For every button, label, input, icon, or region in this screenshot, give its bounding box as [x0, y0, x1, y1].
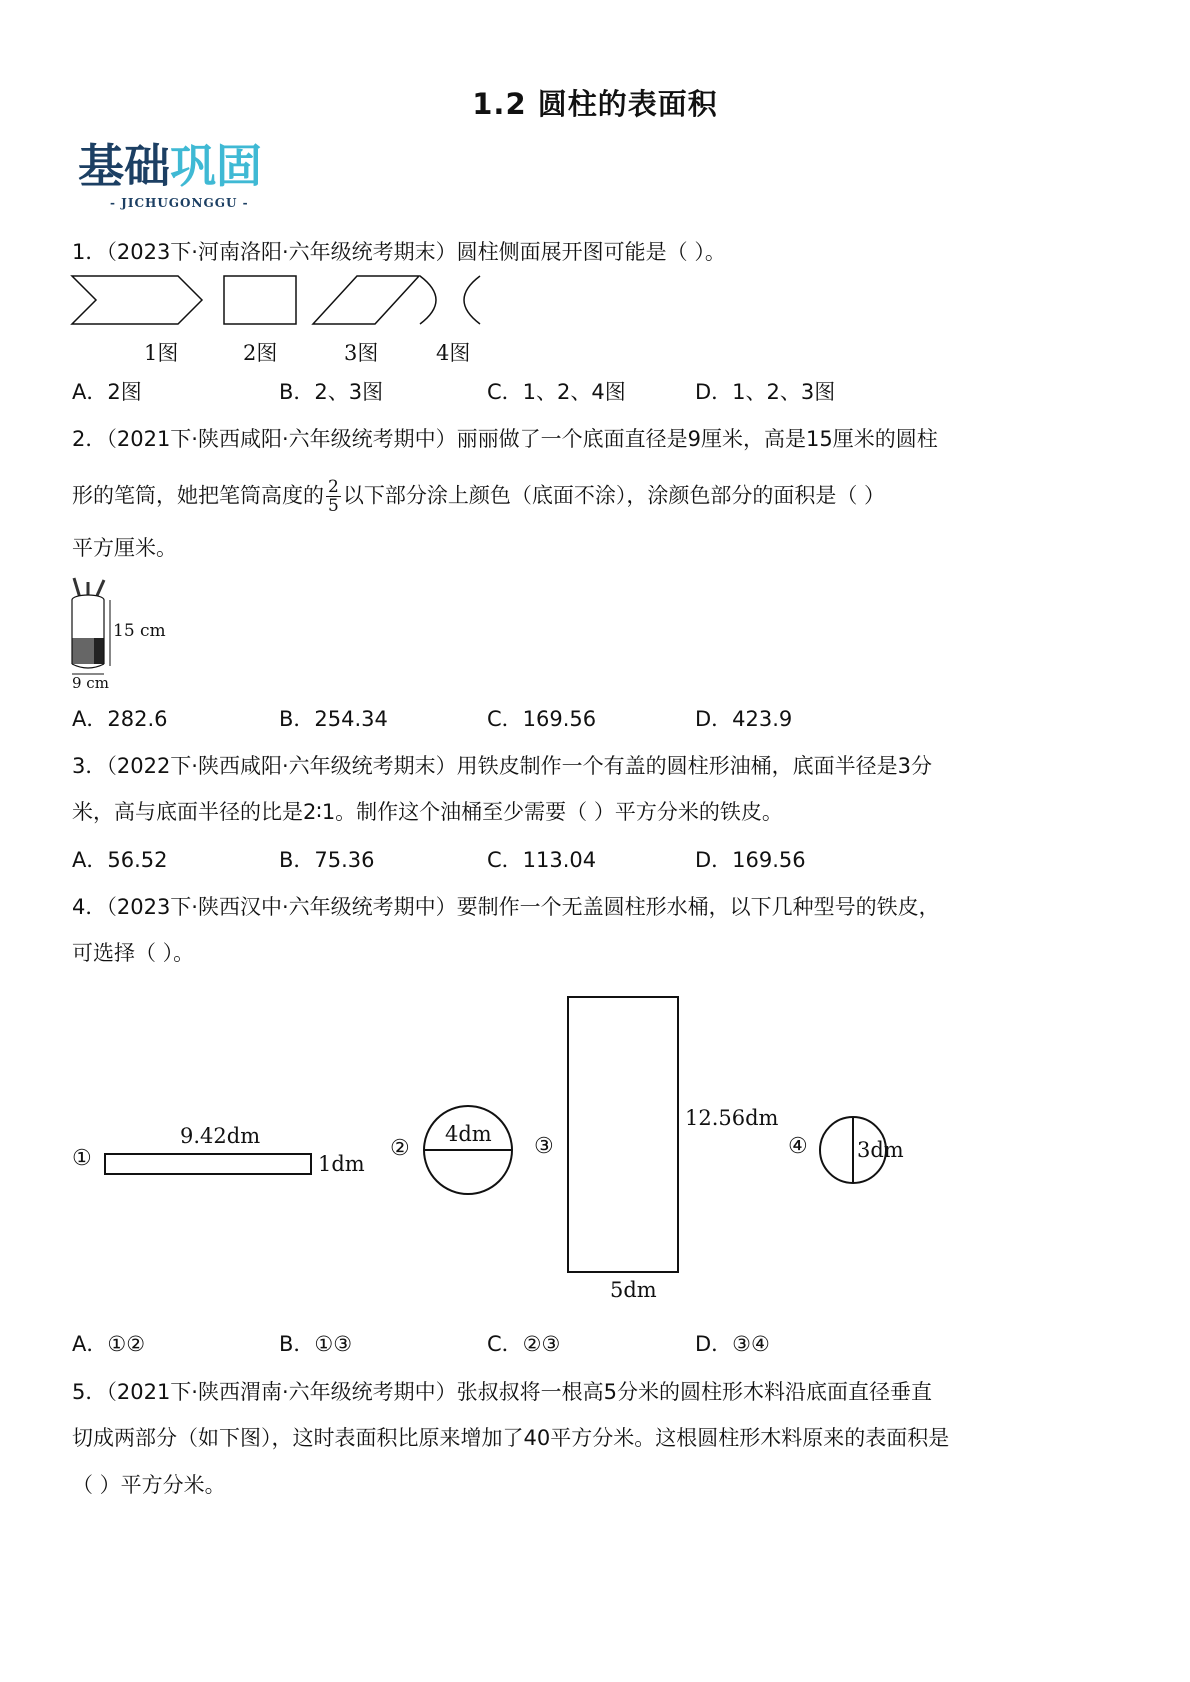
logo-text-1: 基础 [78, 139, 170, 193]
q1-option-a[interactable]: A．2图 [72, 380, 142, 404]
question-4-line-2: 可选择（ ）。 [72, 941, 195, 965]
logo-subtitle: - JICHUGONGGU - [110, 196, 249, 210]
q4-sheet-3-width: 5dm [610, 1278, 657, 1302]
q4-sheet-4-diameter-label: 3dm [857, 1138, 904, 1162]
q4-sheet-3-height: 12.56dm [685, 1106, 779, 1130]
question-2-figure [66, 578, 176, 690]
q2-fraction-numerator: 2 [328, 477, 339, 497]
q3-option-b[interactable]: B．75.36 [279, 848, 375, 872]
q4-option-d[interactable]: D．③④ [695, 1332, 770, 1356]
q1-figure-4-label: 4图 [436, 341, 471, 365]
q4-sheet-1-length: 9.42dm [180, 1124, 261, 1148]
q1-option-c[interactable]: C．1、2、4图 [487, 380, 626, 404]
q4-option-c[interactable]: C．②③ [487, 1332, 561, 1356]
q2-line2-before: 形的笔筒，她把笔筒高度的 [72, 483, 324, 508]
question-5-line-3: （ ）平方分米。 [72, 1473, 226, 1497]
q4-sheet-3 [568, 997, 678, 1272]
q3-option-d[interactable]: D．169.56 [695, 848, 806, 872]
q4-marker-1: ① [72, 1146, 92, 1171]
q1-figure-4-left-arc [420, 276, 436, 324]
q2-line2-after: 以下部分涂上颜色（底面不涂），涂颜色部分的面积是（ ） [342, 483, 886, 508]
question-4-figure [60, 985, 920, 1310]
q4-marker-2: ② [390, 1136, 410, 1161]
q2-figure-diameter-label: 9 cm [72, 674, 109, 692]
q2-figure-height-label: 15 cm [113, 621, 166, 641]
q2-option-c[interactable]: C．169.56 [487, 707, 597, 731]
page-title: 1.2 圆柱的表面积 [472, 87, 718, 121]
q3-option-a[interactable]: A．56.52 [72, 848, 168, 872]
q4-sheet-2-diameter-label: 4dm [445, 1122, 492, 1146]
question-3-line-1: 3．（2022下·陕西咸阳·六年级统考期末）用铁皮制作一个有盖的圆柱形油桶，底面半径是3分 [72, 754, 933, 778]
pen-icon [74, 578, 80, 598]
question-3-line-2: 米，高与底面半径的比是2∶1。制作这个油桶至少需要（ ）平方分米的铁皮。 [72, 800, 783, 824]
q1-figure-3-shape [313, 276, 419, 324]
q4-option-b[interactable]: B．①③ [279, 1332, 353, 1356]
q1-figure-2-shape [224, 276, 296, 324]
q1-option-d[interactable]: D．1、2、3图 [695, 380, 836, 404]
question-2-line-2 [72, 478, 885, 515]
q2-option-d[interactable]: D．423.9 [695, 707, 793, 731]
question-4-line-1: 4．（2023下·陕西汉中·六年级统考期中）要制作一个无盖圆柱形水桶，以下几种型号的铁皮， [72, 895, 940, 919]
q1-figure-3-label: 3图 [344, 341, 379, 365]
q4-sheet-1-width: 1dm [318, 1152, 365, 1176]
q4-sheet-1 [105, 1154, 311, 1174]
question-2-line-1: 2．（2021下·陕西咸阳·六年级统考期中）丽丽做了一个底面直径是9厘米，高是15厘米的圆柱 [72, 427, 938, 451]
question-1-text: 1．（2023下·河南洛阳·六年级统考期末）圆柱侧面展开图可能是（ ）。 [72, 240, 726, 264]
q1-figure-4-right-arc [464, 276, 480, 324]
logo-text-2: 巩固 [170, 139, 262, 193]
question-1-figures [60, 272, 471, 368]
q1-figure-1-shape [72, 276, 202, 324]
question-2-line-3: 平方厘米。 [72, 536, 177, 560]
question-5-line-1: 5．（2021下·陕西渭南·六年级统考期中）张叔叔将一根高5分米的圆柱形木料沿底面直径垂直 [72, 1380, 933, 1404]
q2-fraction-denominator: 5 [328, 496, 339, 516]
q1-figure-1-label: 1图 [144, 341, 179, 365]
q2-fraction [326, 478, 341, 515]
cylinder-bottom [72, 664, 104, 668]
cylinder-painted-shade [94, 638, 104, 664]
q4-marker-4: ④ [788, 1134, 808, 1159]
q4-marker-3: ③ [534, 1134, 554, 1159]
section-logo [78, 140, 262, 192]
q3-option-c[interactable]: C．113.04 [487, 848, 597, 872]
q4-option-a[interactable]: A．①② [72, 1332, 146, 1356]
question-5-line-2: 切成两部分（如下图），这时表面积比原来增加了40平方分米。这根圆柱形木料原来的表面积是 [72, 1426, 950, 1450]
q2-option-b[interactable]: B．254.34 [279, 707, 388, 731]
q2-option-a[interactable]: A．282.6 [72, 707, 168, 731]
q1-figure-2-label: 2图 [243, 341, 278, 365]
q1-option-b[interactable]: B．2、3图 [279, 380, 384, 404]
